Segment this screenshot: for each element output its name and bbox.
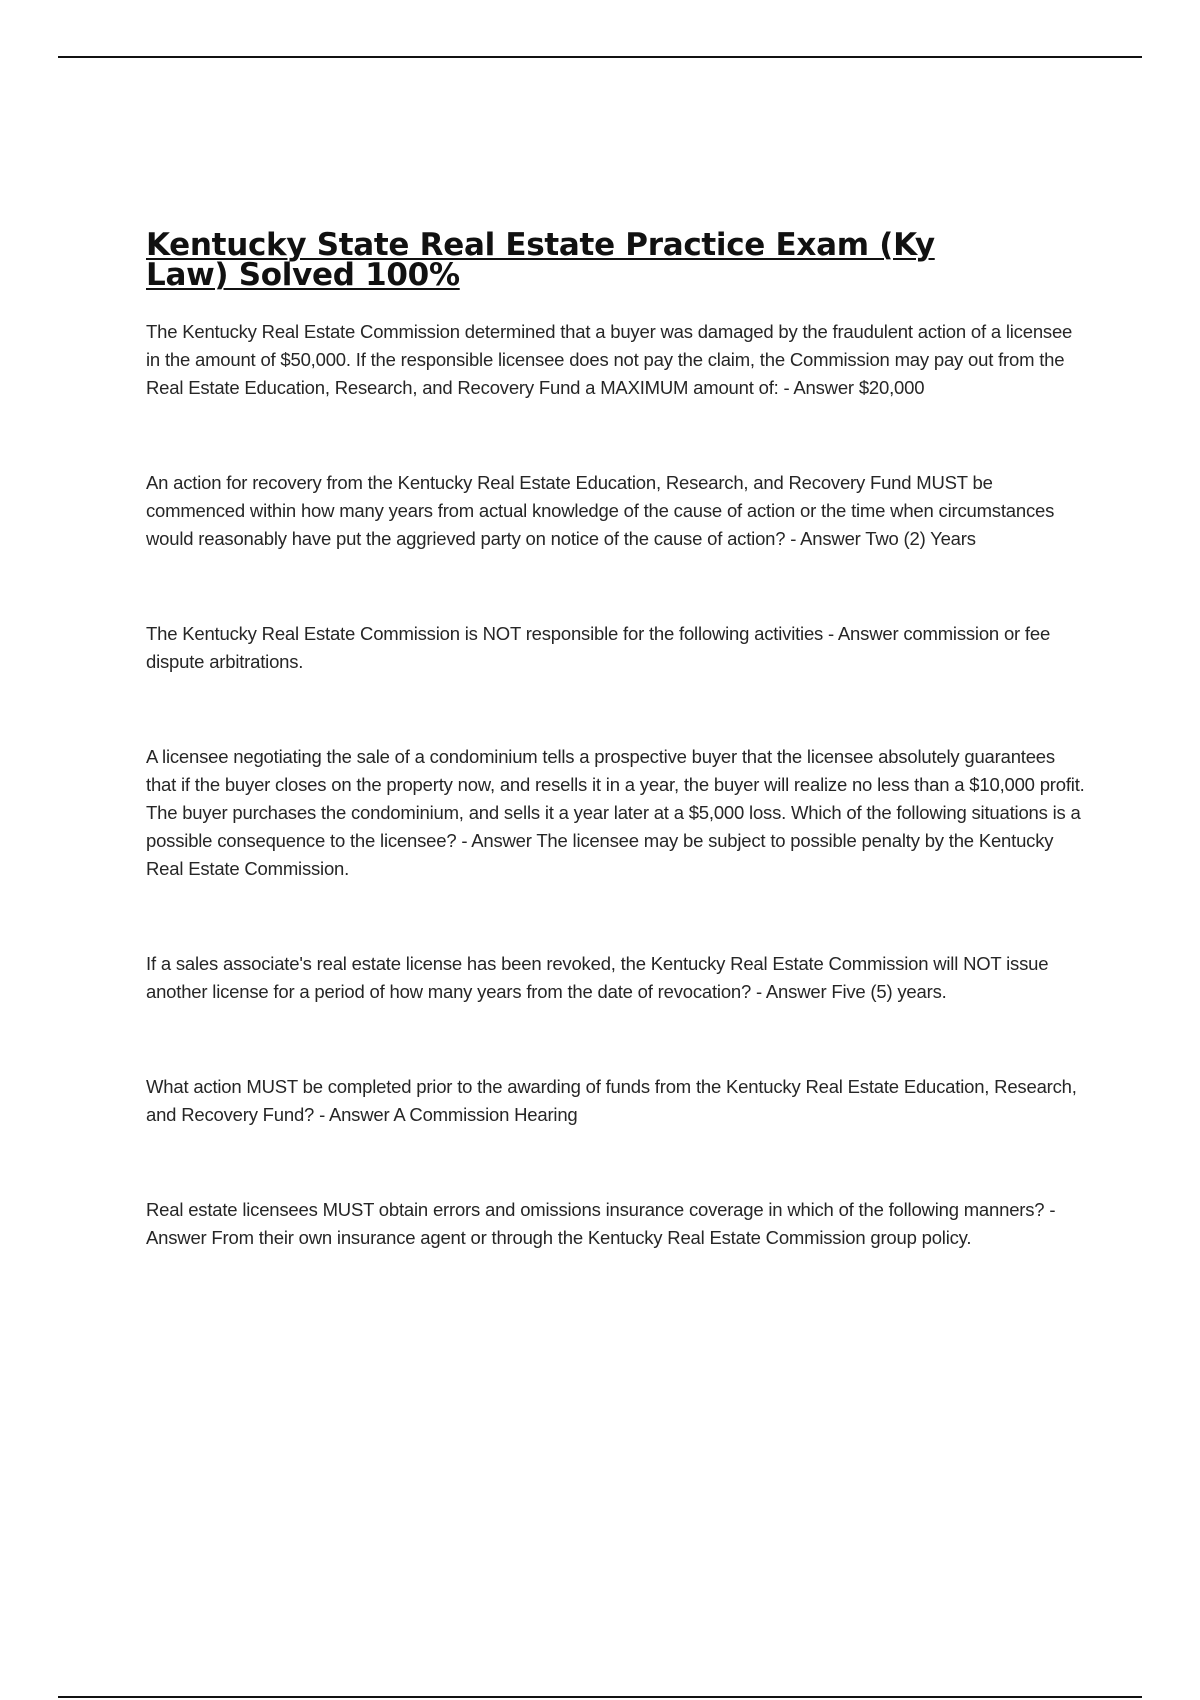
qa-item-2: An action for recovery from the Kentucky Real Estate Education, Research, and Recovery Fund MUST be commenced within how many years from actual knowledge of the cause of action or the time when circumstances would reasonably have put the aggrieved party on notice of the cause of action? - Answer Two (2) Years <box>146 472 1055 549</box>
footer-rule <box>58 1696 1142 1698</box>
document-title: Kentucky State Real Estate Practice Exam (Ky Law) Solved 100% <box>146 227 935 293</box>
qa-item-7: Real estate licensees MUST obtain errors and omissions insurance coverage in which of the following manners? - Answer From their own insurance agent or through the Kentucky Real Estate Commission group policy. <box>146 1199 1056 1248</box>
qa-item-4: A licensee negotiating the sale of a condominium tells a prospective buyer that the licensee absolutely guarantees that if the buyer closes on the property now, and resells it in a year, the buyer will realize no less than a $10,000 profit. The buyer purchases the condominium, and sells it a year later at a $5,000 loss. Which of the following situations is a possible consequence to the licensee? - Answer The licensee may be subject to possible penalty by the Kentucky Real Estate Commission. <box>146 746 1085 879</box>
header-rule <box>58 56 1142 58</box>
qa-item-1: The Kentucky Real Estate Commission determined that a buyer was damaged by the fraudulent action of a licensee in the amount of $50,000. If the responsible licensee does not pay the claim, the Commission may pay out from the Real Estate Education, Research, and Recovery Fund a MAXIMUM amount of: - Answer $20,000 <box>146 321 1073 398</box>
qa-list <box>146 318 1086 1252</box>
qa-item-6: What action MUST be completed prior to the awarding of funds from the Kentucky Real Estate Education, Research, and Recovery Fund? - Answer A Commission Hearing <box>146 1076 1077 1125</box>
qa-item-5: If a sales associate's real estate license has been revoked, the Kentucky Real Estate Commission will NOT issue another license for a period of how many years from the date of revocation? - Answer Five (5) years. <box>146 953 1049 1002</box>
qa-item-3: The Kentucky Real Estate Commission is NOT responsible for the following activities - Answer commission or fee dispute arbitrations. <box>146 623 1051 672</box>
